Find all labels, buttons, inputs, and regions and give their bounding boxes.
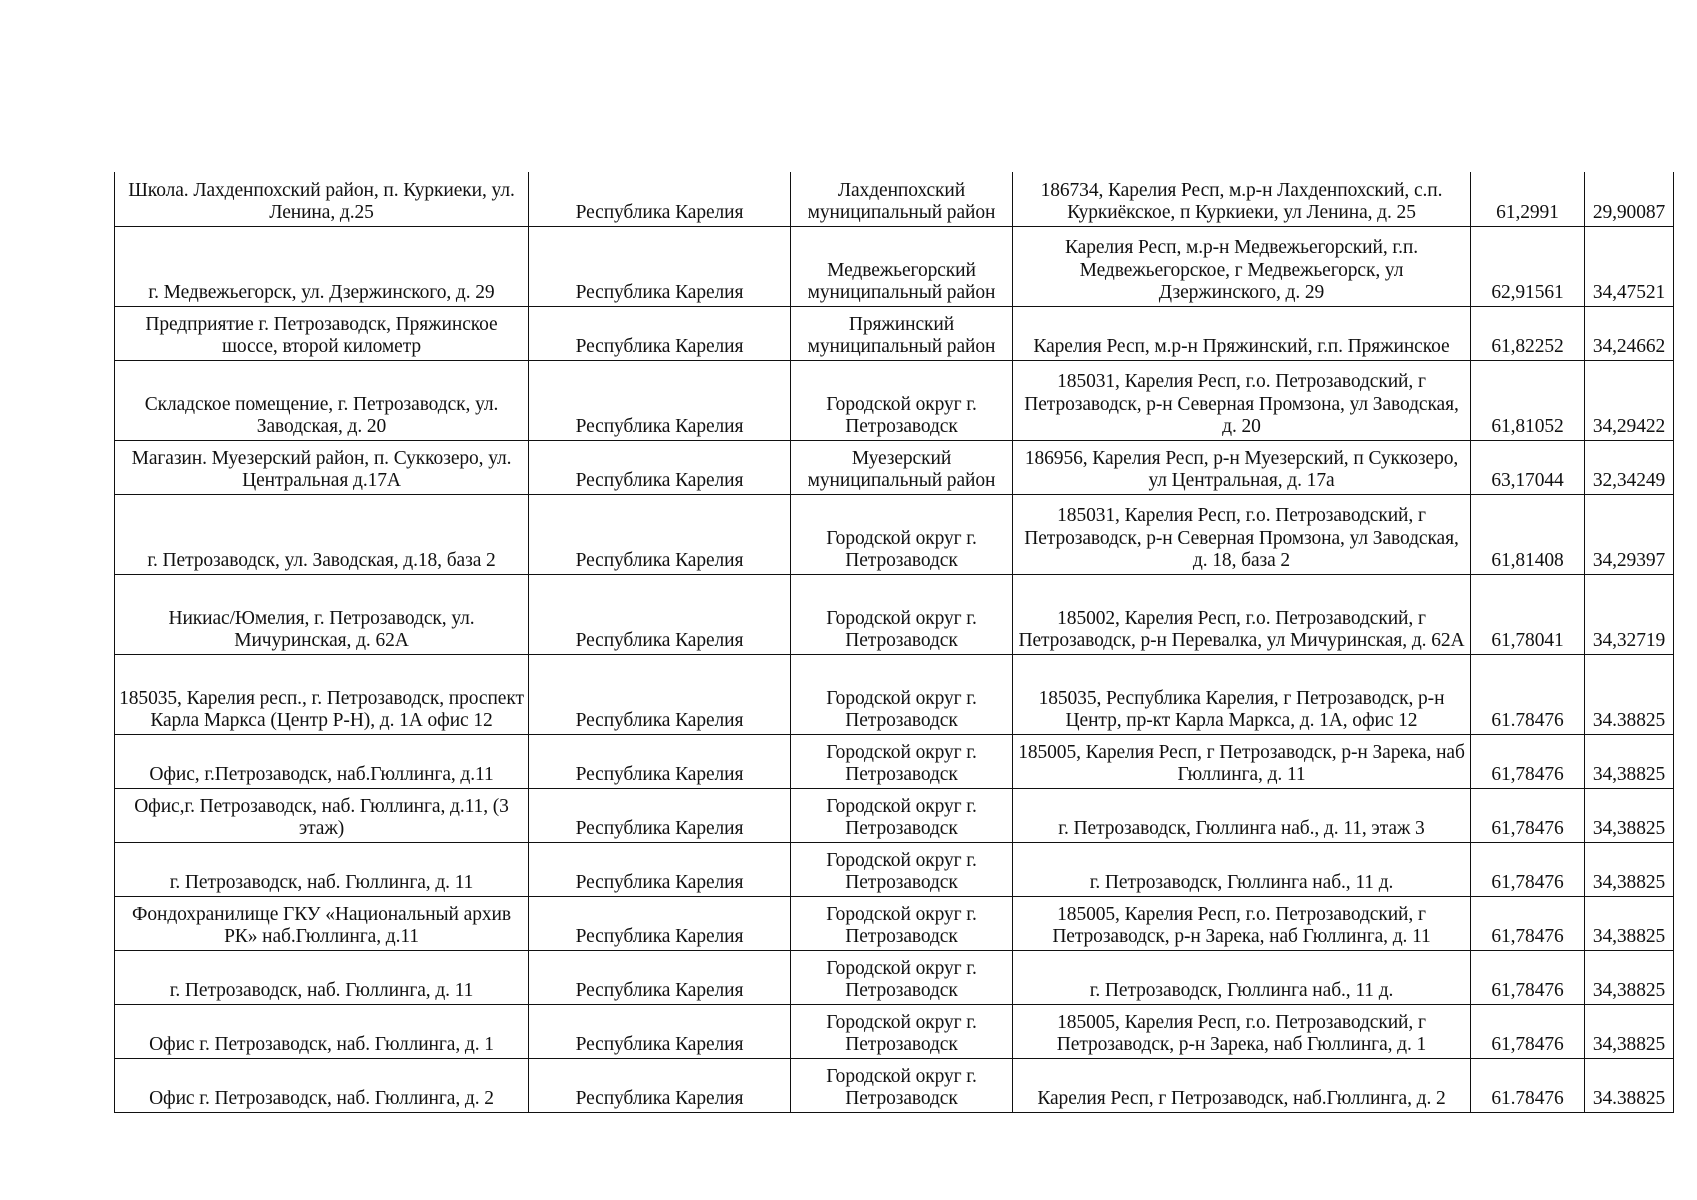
district-cell: Городской округ г. Петрозаводск <box>791 360 1013 440</box>
address-cell: Карелия Респ, м.р-н Медвежьегорский, г.п. Медвежьегорское, г Медвежьегорск, ул Дзержинского, д. 29 <box>1013 226 1471 306</box>
address-cell: 185002, Карелия Респ, г.о. Петрозаводский, г Петрозаводск, р-н Перевалка, ул Мичуринская, д. 62А <box>1013 574 1471 654</box>
address-cell: 185035, Республика Карелия, г Петрозаводск, р-н Центр, пр-кт Карла Маркса, д. 1А, офис 12 <box>1013 654 1471 734</box>
object-name-cell: г. Петрозаводск, наб. Гюллинга, д. 11 <box>115 950 529 1004</box>
object-name-cell: Никиас/Юмелия, г. Петрозаводск, ул. Мичуринская, д. 62А <box>115 574 529 654</box>
latitude-cell: 61,81408 <box>1471 494 1585 574</box>
region-cell: Республика Карелия <box>529 1004 791 1058</box>
region-cell: Республика Карелия <box>529 734 791 788</box>
address-cell: 185005, Карелия Респ, г.о. Петрозаводский, г Петрозаводск, р-н Зарека, наб Гюллинга, д. 11 <box>1013 896 1471 950</box>
table-row <box>115 1004 1674 1058</box>
address-cell: г. Петрозаводск, Гюллинга наб., 11 д. <box>1013 950 1471 1004</box>
address-cell: Карелия Респ, г Петрозаводск, наб.Гюллинга, д. 2 <box>1013 1058 1471 1112</box>
address-cell: г. Петрозаводск, Гюллинга наб., 11 д. <box>1013 842 1471 896</box>
region-cell: Республика Карелия <box>529 360 791 440</box>
region-cell: Республика Карелия <box>529 226 791 306</box>
table-row <box>115 360 1674 440</box>
table-row <box>115 306 1674 360</box>
object-name-cell: г. Медвежьегорск, ул. Дзержинского, д. 29 <box>115 226 529 306</box>
latitude-cell: 61,78041 <box>1471 574 1585 654</box>
longitude-cell: 34,24662 <box>1585 306 1674 360</box>
longitude-cell: 34,38825 <box>1585 1004 1674 1058</box>
object-name-cell: г. Петрозаводск, ул. Заводская, д.18, база 2 <box>115 494 529 574</box>
address-cell: г. Петрозаводск, Гюллинга наб., д. 11, этаж 3 <box>1013 788 1471 842</box>
longitude-cell: 34.38825 <box>1585 654 1674 734</box>
region-cell: Республика Карелия <box>529 1058 791 1112</box>
district-cell: Городской округ г. Петрозаводск <box>791 950 1013 1004</box>
district-cell: Городской округ г. Петрозаводск <box>791 734 1013 788</box>
address-cell: 185031, Карелия Респ, г.о. Петрозаводский, г Петрозаводск, р-н Северная Промзона, ул Заводская, д. 20 <box>1013 360 1471 440</box>
longitude-cell: 34,38825 <box>1585 896 1674 950</box>
table-row <box>115 896 1674 950</box>
region-cell: Республика Карелия <box>529 494 791 574</box>
region-cell: Республика Карелия <box>529 788 791 842</box>
object-name-cell: Школа. Лахденпохский район, п. Куркиеки, ул. Ленина, д.25 <box>115 172 529 226</box>
latitude-cell: 61,78476 <box>1471 950 1585 1004</box>
longitude-cell: 34,38825 <box>1585 950 1674 1004</box>
object-name-cell: Офис г. Петрозаводск, наб. Гюллинга, д. 2 <box>115 1058 529 1112</box>
table-row <box>115 440 1674 494</box>
district-cell: Городской округ г. Петрозаводск <box>791 788 1013 842</box>
latitude-cell: 61,82252 <box>1471 306 1585 360</box>
region-cell: Республика Карелия <box>529 950 791 1004</box>
longitude-cell: 34,38825 <box>1585 842 1674 896</box>
table-row <box>115 950 1674 1004</box>
longitude-cell: 34,29397 <box>1585 494 1674 574</box>
district-cell: Городской округ г. Петрозаводск <box>791 654 1013 734</box>
object-name-cell: Фондохранилище ГКУ «Национальный архив РК» наб.Гюллинга, д.11 <box>115 896 529 950</box>
object-name-cell: Предприятие г. Петрозаводск, Пряжинское шоссе, второй километр <box>115 306 529 360</box>
table-body <box>115 172 1674 1112</box>
latitude-cell: 62,91561 <box>1471 226 1585 306</box>
region-cell: Республика Карелия <box>529 172 791 226</box>
table-row <box>115 1058 1674 1112</box>
latitude-cell: 63,17044 <box>1471 440 1585 494</box>
latitude-cell: 61.78476 <box>1471 654 1585 734</box>
longitude-cell: 34,47521 <box>1585 226 1674 306</box>
region-cell: Республика Карелия <box>529 306 791 360</box>
latitude-cell: 61,78476 <box>1471 734 1585 788</box>
address-table <box>114 172 1674 1113</box>
latitude-cell: 61,78476 <box>1471 1004 1585 1058</box>
object-name-cell: Офис г. Петрозаводск, наб. Гюллинга, д. 1 <box>115 1004 529 1058</box>
object-name-cell: г. Петрозаводск, наб. Гюллинга, д. 11 <box>115 842 529 896</box>
table-row <box>115 226 1674 306</box>
district-cell: Городской округ г. Петрозаводск <box>791 1058 1013 1112</box>
longitude-cell: 34,29422 <box>1585 360 1674 440</box>
region-cell: Республика Карелия <box>529 842 791 896</box>
region-cell: Республика Карелия <box>529 654 791 734</box>
object-name-cell: Офис, г.Петрозаводск, наб.Гюллинга, д.11 <box>115 734 529 788</box>
district-cell: Муезерский муниципальный район <box>791 440 1013 494</box>
region-cell: Республика Карелия <box>529 440 791 494</box>
longitude-cell: 34,32719 <box>1585 574 1674 654</box>
address-cell: 186956, Карелия Респ, р-н Муезерский, п Суккозеро, ул Центральная, д. 17а <box>1013 440 1471 494</box>
address-cell: 185005, Карелия Респ, г.о. Петрозаводский, г Петрозаводск, р-н Зарека, наб Гюллинга, д. 1 <box>1013 1004 1471 1058</box>
district-cell: Городской округ г. Петрозаводск <box>791 494 1013 574</box>
district-cell: Пряжинский муниципальный район <box>791 306 1013 360</box>
table-row <box>115 494 1674 574</box>
address-table-container <box>114 172 1673 1113</box>
table-row <box>115 574 1674 654</box>
longitude-cell: 34,38825 <box>1585 788 1674 842</box>
address-cell: Карелия Респ, м.р-н Пряжинский, г.п. Пряжинское <box>1013 306 1471 360</box>
longitude-cell: 29,90087 <box>1585 172 1674 226</box>
district-cell: Городской округ г. Петрозаводск <box>791 1004 1013 1058</box>
address-cell: 185031, Карелия Респ, г.о. Петрозаводский, г Петрозаводск, р-н Северная Промзона, ул Заводская, д. 18, база 2 <box>1013 494 1471 574</box>
latitude-cell: 61.78476 <box>1471 1058 1585 1112</box>
object-name-cell: Магазин. Муезерский район, п. Суккозеро, ул. Центральная д.17А <box>115 440 529 494</box>
table-row <box>115 788 1674 842</box>
object-name-cell: Офис,г. Петрозаводск, наб. Гюллинга, д.11, (3 этаж) <box>115 788 529 842</box>
address-cell: 186734, Карелия Респ, м.р-н Лахденпохский, с.п. Куркиёкское, п Куркиеки, ул Ленина, д. 25 <box>1013 172 1471 226</box>
table-row <box>115 172 1674 226</box>
district-cell: Городской округ г. Петрозаводск <box>791 842 1013 896</box>
longitude-cell: 34.38825 <box>1585 1058 1674 1112</box>
table-row <box>115 842 1674 896</box>
latitude-cell: 61,78476 <box>1471 788 1585 842</box>
longitude-cell: 32,34249 <box>1585 440 1674 494</box>
table-row <box>115 734 1674 788</box>
object-name-cell: Складское помещение, г. Петрозаводск, ул. Заводская, д. 20 <box>115 360 529 440</box>
district-cell: Лахденпохский муниципальный район <box>791 172 1013 226</box>
table-row <box>115 654 1674 734</box>
address-cell: 185005, Карелия Респ, г Петрозаводск, р-н Зарека, наб Гюллинга, д. 11 <box>1013 734 1471 788</box>
latitude-cell: 61,78476 <box>1471 896 1585 950</box>
region-cell: Республика Карелия <box>529 896 791 950</box>
district-cell: Медвежьегорский муниципальный район <box>791 226 1013 306</box>
object-name-cell: 185035, Карелия респ., г. Петрозаводск, проспект Карла Маркса (Центр Р-Н), д. 1А офис 12 <box>115 654 529 734</box>
latitude-cell: 61,2991 <box>1471 172 1585 226</box>
longitude-cell: 34,38825 <box>1585 734 1674 788</box>
region-cell: Республика Карелия <box>529 574 791 654</box>
latitude-cell: 61,78476 <box>1471 842 1585 896</box>
district-cell: Городской округ г. Петрозаводск <box>791 574 1013 654</box>
latitude-cell: 61,81052 <box>1471 360 1585 440</box>
district-cell: Городской округ г. Петрозаводск <box>791 896 1013 950</box>
